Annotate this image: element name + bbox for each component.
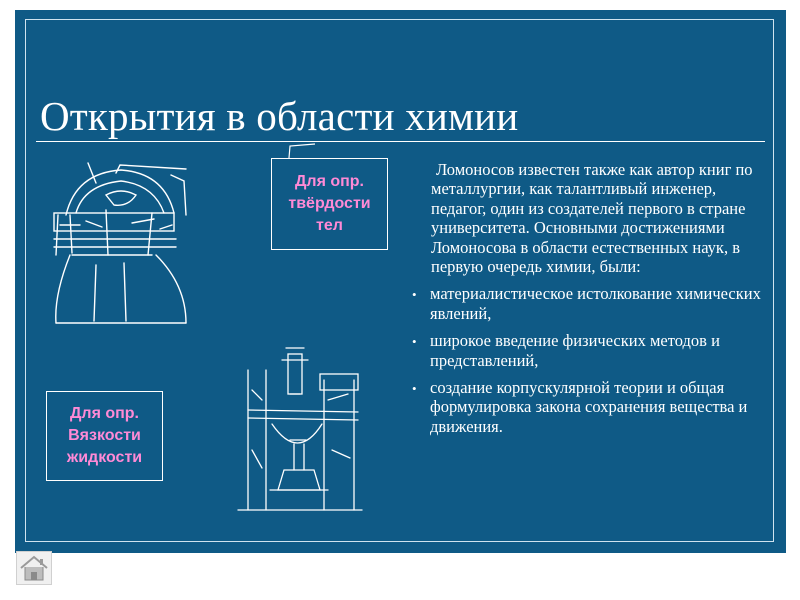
- home-button[interactable]: [16, 551, 52, 585]
- hardness-apparatus-drawing: [36, 155, 206, 325]
- list-item: [412, 284, 775, 323]
- viscosity-apparatus-drawing: [228, 340, 368, 520]
- bullet-icon: •: [412, 287, 417, 303]
- slide-title: Открытия в области химии: [40, 93, 519, 139]
- list-item: [412, 378, 775, 436]
- title-divider: [36, 141, 765, 142]
- body-text: [412, 160, 775, 444]
- note-hardness-line-1: Для опр.: [295, 173, 364, 190]
- note-hardness-line-3: тел: [316, 217, 343, 234]
- list-item-text: широкое введение физических методов и представлений,: [430, 331, 720, 370]
- bullet-icon: •: [412, 381, 417, 397]
- home-icon: [17, 552, 51, 584]
- list-item-text: создание корпускулярной теории и общая формулировка закона сохранения вещества и движения.: [430, 378, 748, 436]
- intro-paragraph: Ломоносов известен также как автор книг по металлургии, как талантливый инженер, педагог, один из создателей первого в стране университета. Основными достижениями Ломоносова в области естественных наук, в первую очередь химии, были:: [431, 160, 753, 277]
- note-viscosity: [46, 391, 163, 481]
- note-viscosity-line-3: жидкости: [66, 449, 143, 466]
- note-hardness-line-2: твёрдости: [288, 195, 371, 212]
- list-item-text: материалистическое истолкование химических явлений,: [430, 284, 761, 323]
- note-hardness: [271, 158, 388, 250]
- note-viscosity-line-2: Вязкости: [68, 427, 141, 444]
- achievements-list: [412, 284, 775, 436]
- bullet-icon: •: [412, 334, 417, 350]
- note-viscosity-line-1: Для опр.: [70, 405, 139, 422]
- list-item: [412, 331, 775, 370]
